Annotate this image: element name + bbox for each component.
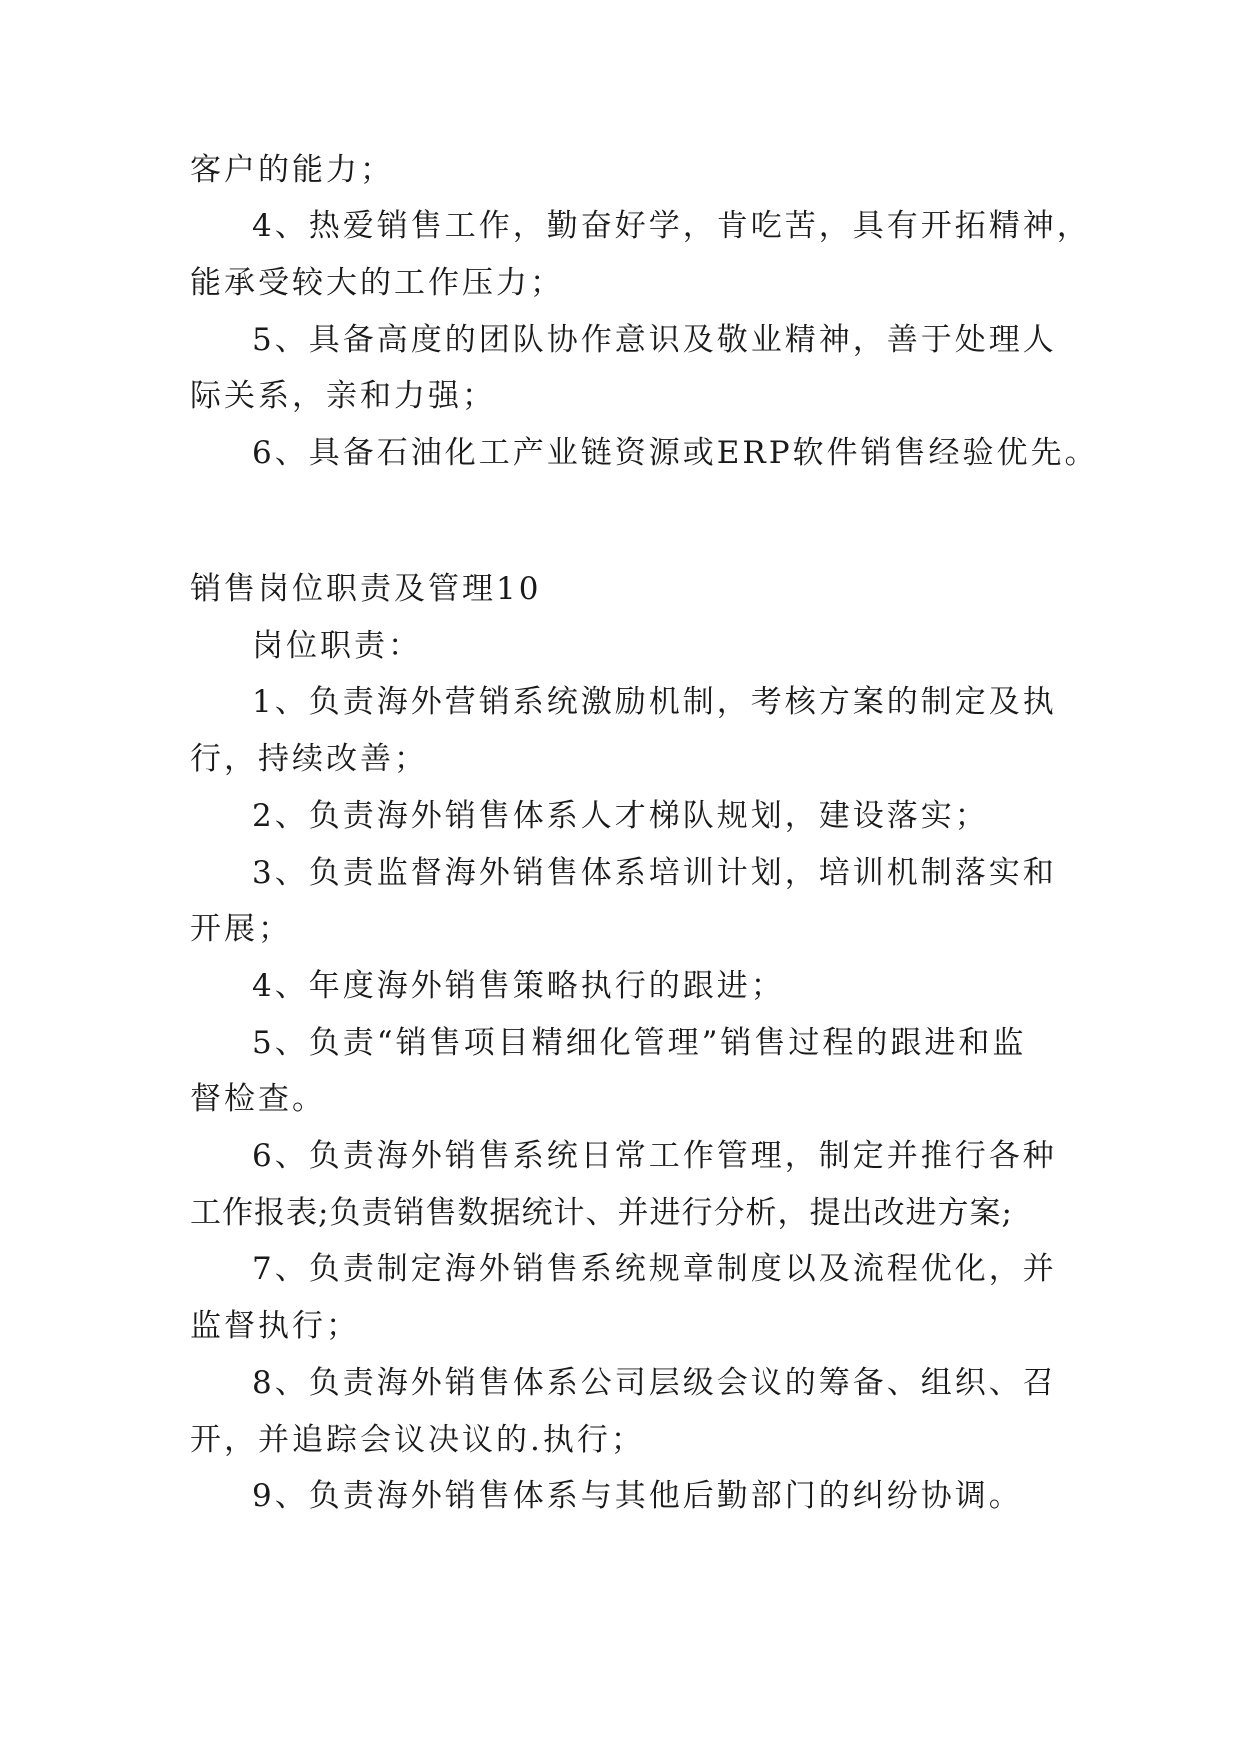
text-line: 1、负责海外营销系统激励机制，考核方案的制定及执 (252, 684, 1057, 720)
text-line: 客户的能力； (190, 152, 394, 188)
text-line: 开展； (190, 911, 292, 947)
text-line: 4、热爱销售工作，勤奋好学，肯吃苦，具有开拓精神， (252, 208, 1091, 244)
text-line: 监督执行； (190, 1308, 360, 1344)
text-line: 工作报表;负责销售数据统计、并进行分析，提出改进方案; (190, 1195, 1013, 1231)
text-line: 4、年度海外销售策略执行的跟进； (252, 968, 785, 1004)
text-line: 5、具备高度的团队协作意识及敬业精神，善于处理人 (252, 322, 1057, 358)
text-line: 6、负责海外销售系统日常工作管理，制定并推行各种 (252, 1138, 1057, 1174)
text-line: 开，并追踪会议决议的.执行； (190, 1422, 645, 1458)
text-line: 2、负责海外销售体系人才梯队规划，建设落实； (252, 798, 989, 834)
text-line: 9、负责海外销售体系与其他后勤部门的纠纷协调。 (252, 1478, 1023, 1514)
text-line: 行，持续改善； (190, 741, 428, 777)
text-line: 7、负责制定海外销售系统规章制度以及流程优化，并 (252, 1251, 1057, 1287)
text-line: 8、负责海外销售体系公司层级会议的筹备、组织、召 (252, 1365, 1057, 1401)
section-heading: 岗位职责： (252, 628, 422, 664)
text-line: 3、负责监督海外销售体系培训计划，培训机制落实和 (252, 855, 1057, 891)
text-line: 6、具备石油化工产业链资源或ERP软件销售经验优先。 (252, 435, 1099, 471)
text-line: 际关系，亲和力强； (190, 378, 496, 414)
section-title: 销售岗位职责及管理10 (190, 571, 542, 607)
text-line: 督检查。 (190, 1081, 326, 1117)
text-line: 5、负责“销售项目精细化管理”销售过程的跟进和监 (252, 1025, 1027, 1061)
text-line: 能承受较大的工作压力； (190, 265, 564, 301)
